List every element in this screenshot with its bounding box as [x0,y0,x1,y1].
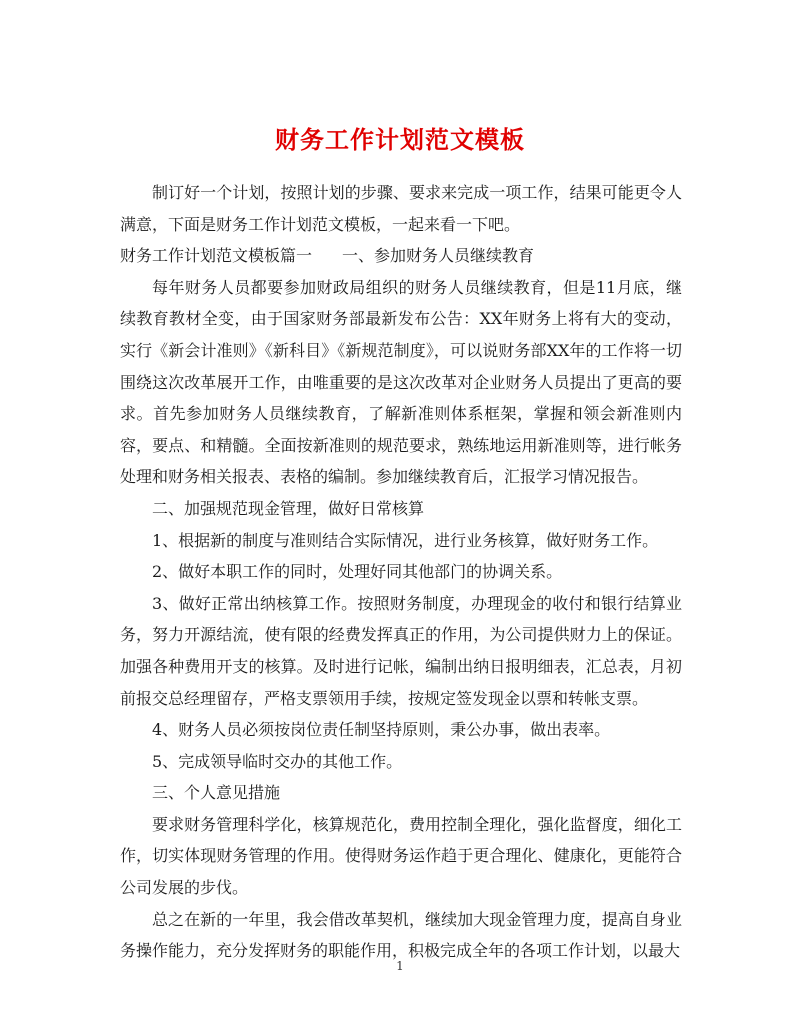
list-item-1: 1、根据新的制度与准则结合实际情况，进行业务核算，做好财务工作。 [152,530,659,550]
list-item-2: 2、做好本职工作的同时，处理好同其他部门的协调关系。 [152,562,563,582]
list-item-4: 4、财务人员必须按岗位责任制坚持原则，秉公办事，做出表率。 [152,720,611,740]
paragraph-conclusion: 总之在新的一年里，我会借改革契机，继续加大现金管理力度，提高自身业务操作能力，充分发挥财务的职能作用，积极完成全年的各项工作计划，以最大 [120,909,682,961]
heading-continuing-education: 一、参加财务人员继续教育 [342,246,535,266]
section-line [120,240,682,272]
heading-cash-management: 二、加强规范现金管理，做好日常核算 [152,498,425,518]
document-body [120,177,682,967]
intro-paragraph: 制订好一个计划，按照计划的步骤、要求来完成一项工作，结果可能更令人满意，下面是财务工作计划范文模板，一起来看一下吧。 [120,183,682,234]
heading-personal-measures: 三、个人意见措施 [152,783,281,803]
page-number: 1 [396,959,404,973]
list-item-3: 3、做好正常出纳核算工作。按照财务制度，办理现金的收付和银行结算业务，努力开源结流，使有限的经费发挥真正的作用，为公司提供财力上的保证。加强各种费用开支的核算。及时进行记帐，编制出纳日报明细表，汇总表，月初前报交总经理留存，严格支票领用手续，按规定签发现金以票和转帐支票。 [120,593,682,708]
paragraph-continuing-education: 每年财务人员都要参加财政局组织的财务人员继续教育，但是11月底，继续教育教材全变，由于国家财务部最新发布公告：XX年财务上将有大的变动，实行《新会计准则》《新科目》《新规范制度》，可以说财务部XX年的工作将一切围绕这次改革展开工作，由唯重要的是这次改革对企业财务人员提出了更高的要求。首先参加财务人员继续教育，了解新准则体系框架，掌握和领会新准则内容，要点、和精髓。全面按新准则的规范要求，熟练地运用新准则等，进行帐务处理和财务相关报表、表格的编制。参加继续教育后，汇报学习情况报告。 [120,277,682,487]
paragraph-personal-measures: 要求财务管理科学化，核算规范化，费用控制全理化，强化监督度，细化工作，切实体现财务管理的作用。使得财务运作趋于更合理化、健康化，更能符合公司发展的步伐。 [120,814,682,898]
section-label: 财务工作计划范文模板篇一 [120,246,313,266]
list-item-5: 5、完成领导临时交办的其他工作。 [152,751,403,771]
document-title: 财务工作计划范文模板 [275,125,525,155]
